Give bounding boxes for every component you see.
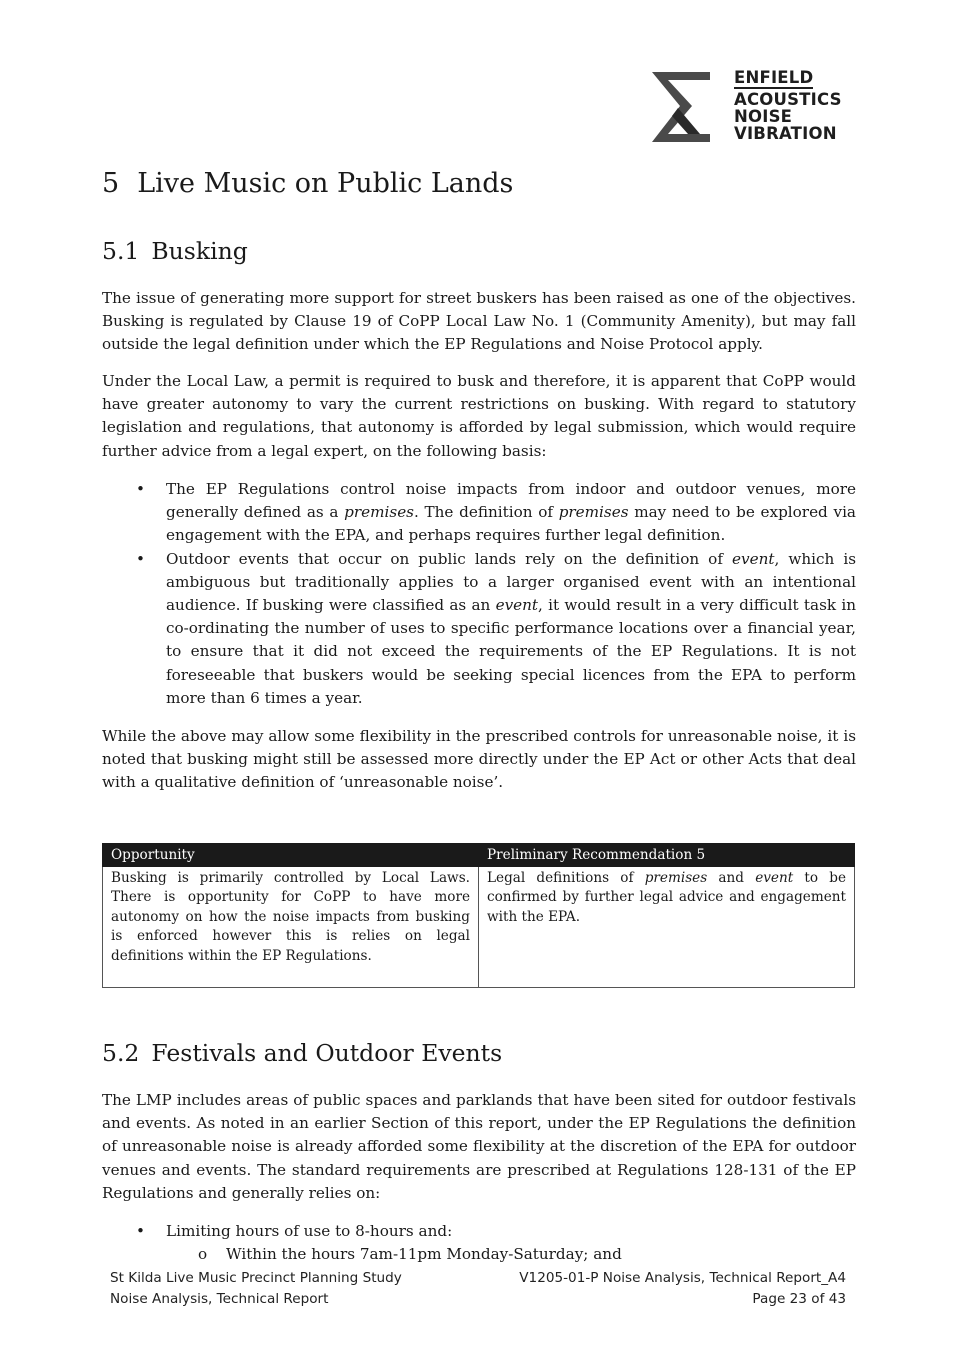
section-heading-5-1	[102, 237, 248, 265]
section-title: Busking	[151, 237, 248, 265]
paragraph-flexibility: While the above may allow some flexibility in the prescribed controls for unreasonable noise, it is noted that busking might still be assessed more directly under the EP Act or other Acts that deal with a qualitative definition of ‘unreasonable noise’.	[102, 727, 856, 792]
chapter-heading	[102, 168, 513, 199]
table-header-row	[103, 844, 855, 867]
bullet-text: The EP Regulations control noise impacts from indoor and outdoor venues, more generally defined as a	[166, 480, 856, 522]
bullet-text: Limiting hours of use to 8-hours and:	[166, 1222, 453, 1240]
bullet-text: Outdoor events that occur on public lands rely on the definition of	[166, 549, 733, 568]
bullet-emphasis: event	[732, 549, 775, 568]
busking-bullet-list	[102, 478, 856, 710]
table-header-opportunity: Opportunity	[103, 844, 479, 867]
table-cell-opportunity: Busking is primarily controlled by Local Laws. There is opportunity for CoPP to have more autonomy on how the noise impacts from busking is enforced however this is relies on legal definitions within the EP Regulations.	[103, 866, 479, 987]
paragraph-busking-intro: The issue of generating more support for street buskers has been raised as one of the objectives. Busking is regulated by Clause 19 of CoPP Local Law No. 1 (Community Amenity), but may fall outside the legal definition under which the EP Regulations and Noise Protocol apply.	[102, 289, 856, 354]
logo-line-4: VIBRATION	[734, 124, 837, 143]
sigma-icon	[648, 68, 718, 146]
section-title: Festivals and Outdoor Events	[151, 1039, 503, 1067]
company-logo	[648, 68, 848, 148]
logo-line-2: ACOUSTICS	[734, 90, 842, 109]
bullet-emphasis: event	[495, 596, 539, 615]
bullet-text: , which is ambiguous but traditionally applies to a larger organised event with an intentional audience. If busking were classified as an	[166, 549, 856, 615]
footer-left	[110, 1268, 402, 1310]
chapter-title: Live Music on Public Lands	[137, 168, 514, 199]
cell-text: to be confirmed by further legal advice and engagement with the EPA.	[487, 869, 846, 925]
section-number: 5.1	[102, 237, 140, 265]
opportunity-table	[102, 843, 855, 988]
logo-wordmark	[734, 69, 842, 142]
bullet-marker: •	[136, 1222, 145, 1240]
bullet-emphasis: premises	[344, 503, 414, 522]
bullet-emphasis: premises	[558, 503, 629, 522]
cell-text: Legal definitions of	[487, 869, 645, 886]
list-item	[102, 478, 856, 548]
footer-right	[519, 1268, 846, 1310]
footer-report-title: Noise Analysis, Technical Report	[110, 1291, 329, 1307]
bullet-marker: •	[136, 549, 145, 568]
bullet-text: may need to be explored via engagement with the EPA, and perhaps requires further legal definition.	[166, 503, 856, 545]
chapter-number: 5	[102, 168, 120, 199]
list-item	[102, 1220, 856, 1266]
section-number: 5.2	[102, 1039, 140, 1067]
table-header-recommendation: Preliminary Recommendation 5	[479, 844, 855, 867]
footer-project-title: St Kilda Live Music Precinct Planning Study	[110, 1270, 402, 1286]
sub-bullet-text: Within the hours 7am-11pm Monday-Saturday; and	[226, 1245, 622, 1264]
table-row	[103, 866, 855, 987]
festival-bullet-list	[102, 1220, 856, 1266]
list-item	[102, 548, 856, 710]
logo-line-3: NOISE	[734, 107, 793, 126]
footer-document-ref: V1205-01-P Noise Analysis, Technical Report_A4	[519, 1270, 846, 1286]
sub-list-item	[102, 1243, 856, 1266]
cell-emphasis: premises	[644, 869, 708, 886]
sub-bullet-marker: o	[198, 1245, 208, 1264]
logo-line-1: ENFIELD	[734, 68, 814, 87]
table-cell-recommendation	[479, 866, 855, 987]
paragraph-festivals: The LMP includes areas of public spaces and parklands that have been sited for outdoor festivals and events. As noted in an earlier Section of this report, under the EP Regulations the definition of unreasonable noise is already afforded some flexibility at the discretion of the EPA for outdoor venues and events. The standard requirements are prescribed at Regulations 128-131 of the EP Regulations and generally relies on:	[102, 1091, 856, 1202]
sub-list	[166, 1243, 856, 1266]
section-heading-5-2	[102, 1039, 502, 1067]
footer-page-number: Page 23 of 43	[752, 1291, 846, 1307]
bullet-marker: •	[136, 480, 145, 498]
cell-emphasis: event	[755, 869, 794, 886]
paragraph-local-law: Under the Local Law, a permit is required to busk and therefore, it is apparent that CoPP would have greater autonomy to vary the current restrictions on busking. With regard to statutory legislation and regulations, that autonomy is afforded by legal submission, which would require further advice from a legal expert, on the following basis:	[102, 372, 856, 460]
bullet-text: , it would result in a very difficult task in co-ordinating the number of uses to specific performance locations over a financial year, to ensure that it did not exceed the requirements of the EP Regulations. It is not foreseeable that buskers would be seeking special licences from the EPA to perform more than 6 times a year.	[166, 596, 856, 707]
cell-text: and	[707, 869, 756, 886]
bullet-text: . The definition of	[413, 503, 559, 522]
